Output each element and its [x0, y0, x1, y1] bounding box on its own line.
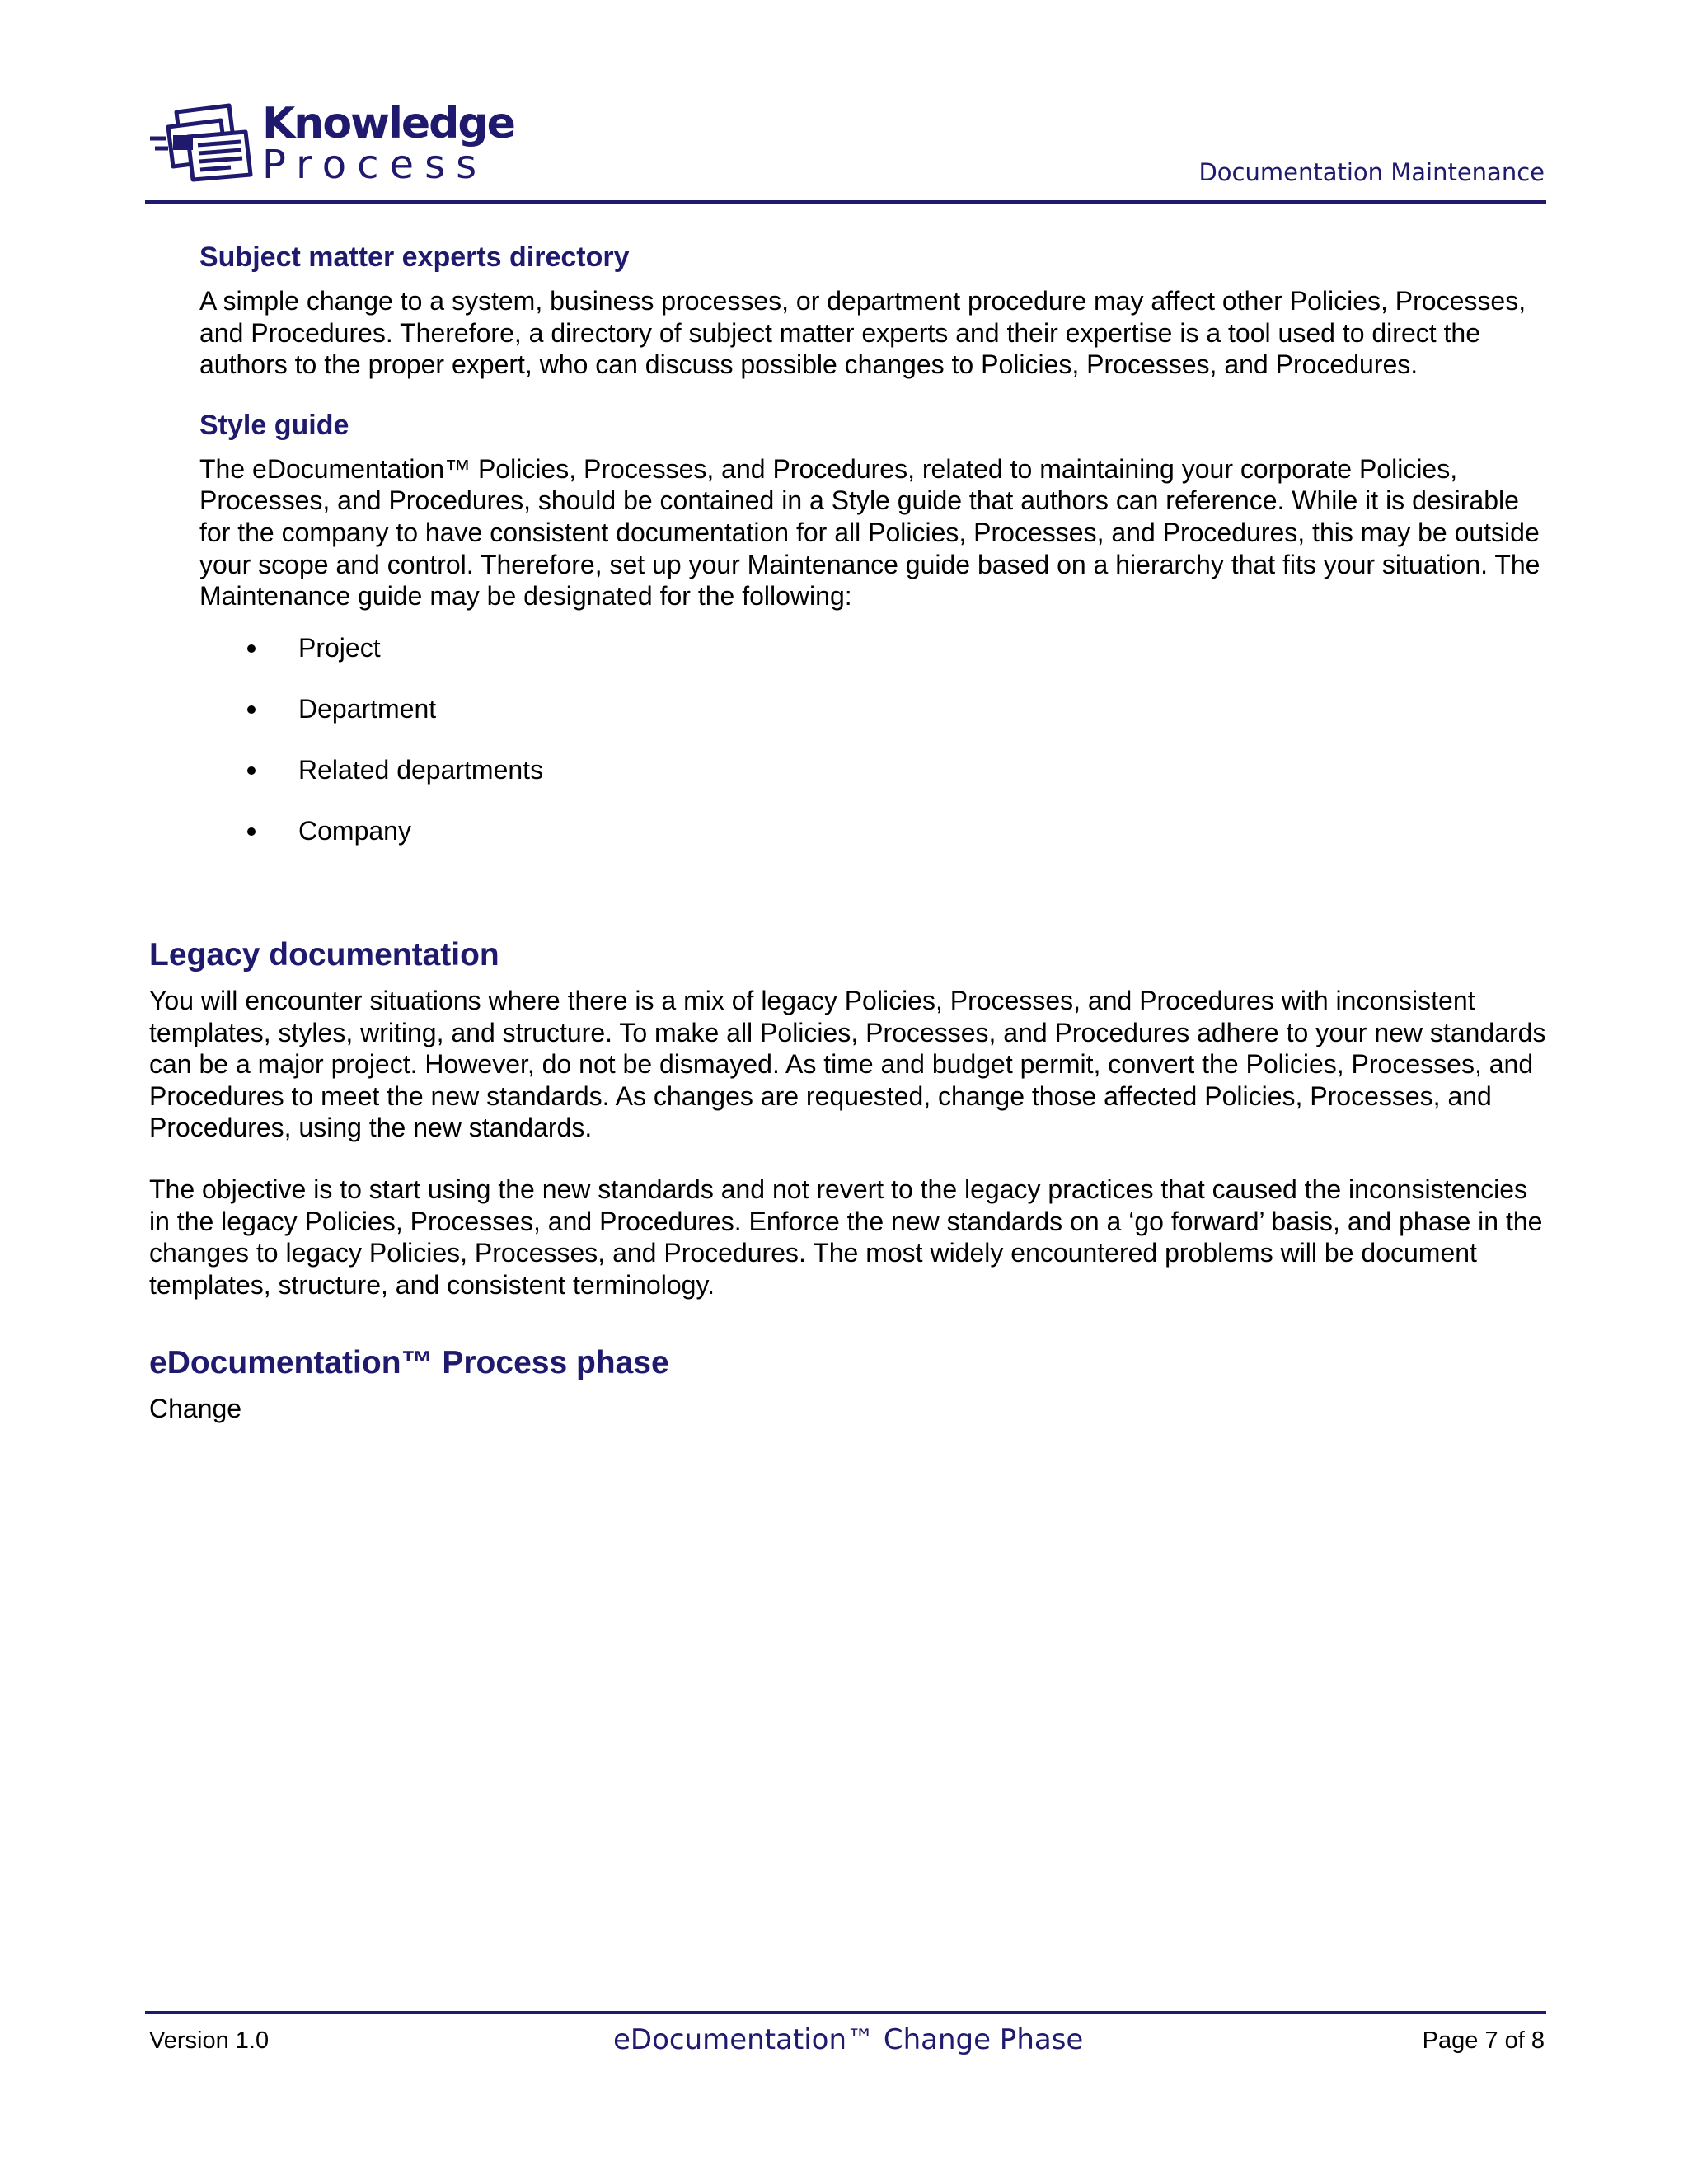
legacy-section — [149, 935, 1550, 1320]
list-item — [199, 815, 1551, 846]
header-title: Documentation Maintenance — [1198, 158, 1545, 186]
process-phase-heading: eDocumentation™ Process phase — [149, 1345, 669, 1380]
style-guide-heading: Style guide — [199, 409, 349, 441]
footer-page-number: Page 7 of 8 — [1422, 2027, 1545, 2054]
header-divider — [145, 200, 1546, 204]
list-item — [199, 754, 1551, 785]
legacy-heading: Legacy documentation — [149, 937, 499, 972]
style-guide-paragraph: The eDocumentation™ Policies, Processes, and Procedures, related to maintaining your corporate Policies, Processes, and Procedures, should be contained in a Style guide that authors can reference. While it is desirable for the company to have consistent documentation for all Policies, Processes, and Procedures, this may be outside your scope and control. Therefore, set up your Maintenance guide based on a hierarchy that fits your situation. The Maintenance guide may be designated for the following: — [199, 453, 1540, 612]
list-item-label: Company — [298, 815, 411, 846]
bullet-icon — [247, 705, 256, 714]
process-phase-section — [149, 1343, 1550, 1445]
logo-wordmark-process: Process — [262, 142, 488, 188]
sme-paragraph: A simple change to a system, business processes, or department procedure may affect other Policies, Processes, and Procedures. Therefore, a directory of subject matter experts and their expertise is a tool used to direct the authors to the proper expert, who can discuss possible changes to Policies, Processes, and Procedures. — [199, 286, 1526, 380]
bullet-icon — [247, 827, 256, 836]
list-item-label: Department — [298, 693, 437, 724]
list-item-label: Related departments — [298, 754, 544, 785]
process-phase-text: Change — [149, 1394, 242, 1423]
list-item — [199, 693, 1551, 724]
bullet-icon — [247, 644, 256, 653]
list-item — [199, 632, 1551, 663]
list-item-label: Project — [298, 632, 381, 663]
footer-version: Version 1.0 — [149, 2027, 270, 2054]
company-logo — [148, 97, 514, 188]
subsections — [199, 239, 1551, 876]
sme-heading: Subject matter experts directory — [199, 241, 630, 273]
documents-logo-icon — [148, 102, 260, 185]
legacy-paragraph-2: The objective is to start using the new standards and not revert to the legacy practices that caused the inconsistencies in the legacy Policies, Processes, and Procedures. Enforce the new standards on a ‘go forward’ basis, and phase in the changes to legacy Policies, Processes, and Procedures. The most widely encountered problems will be document templates, structure, and consistent terminology. — [149, 1174, 1543, 1300]
designation-list — [199, 632, 1551, 846]
footer-divider — [145, 2011, 1546, 2014]
footer-phase-title: eDocumentation™ Change Phase — [613, 2023, 1084, 2056]
legacy-paragraph-1: You will encounter situations where there is a mix of legacy Policies, Processes, and Procedures with inconsistent templates, styles, writing, and structure. To make all Policies, Processes, and Procedures adhere to your new standards can be a major project. However, do not be dismayed. As time and budget permit, convert the Policies, Processes, and Procedures to meet the new standards. As changes are requested, change those affected Policies, Processes, and Procedures, using the new standards. — [149, 986, 1546, 1143]
bullet-icon — [247, 766, 256, 775]
logo-wordmark-knowledge: Knowledge — [262, 99, 514, 148]
